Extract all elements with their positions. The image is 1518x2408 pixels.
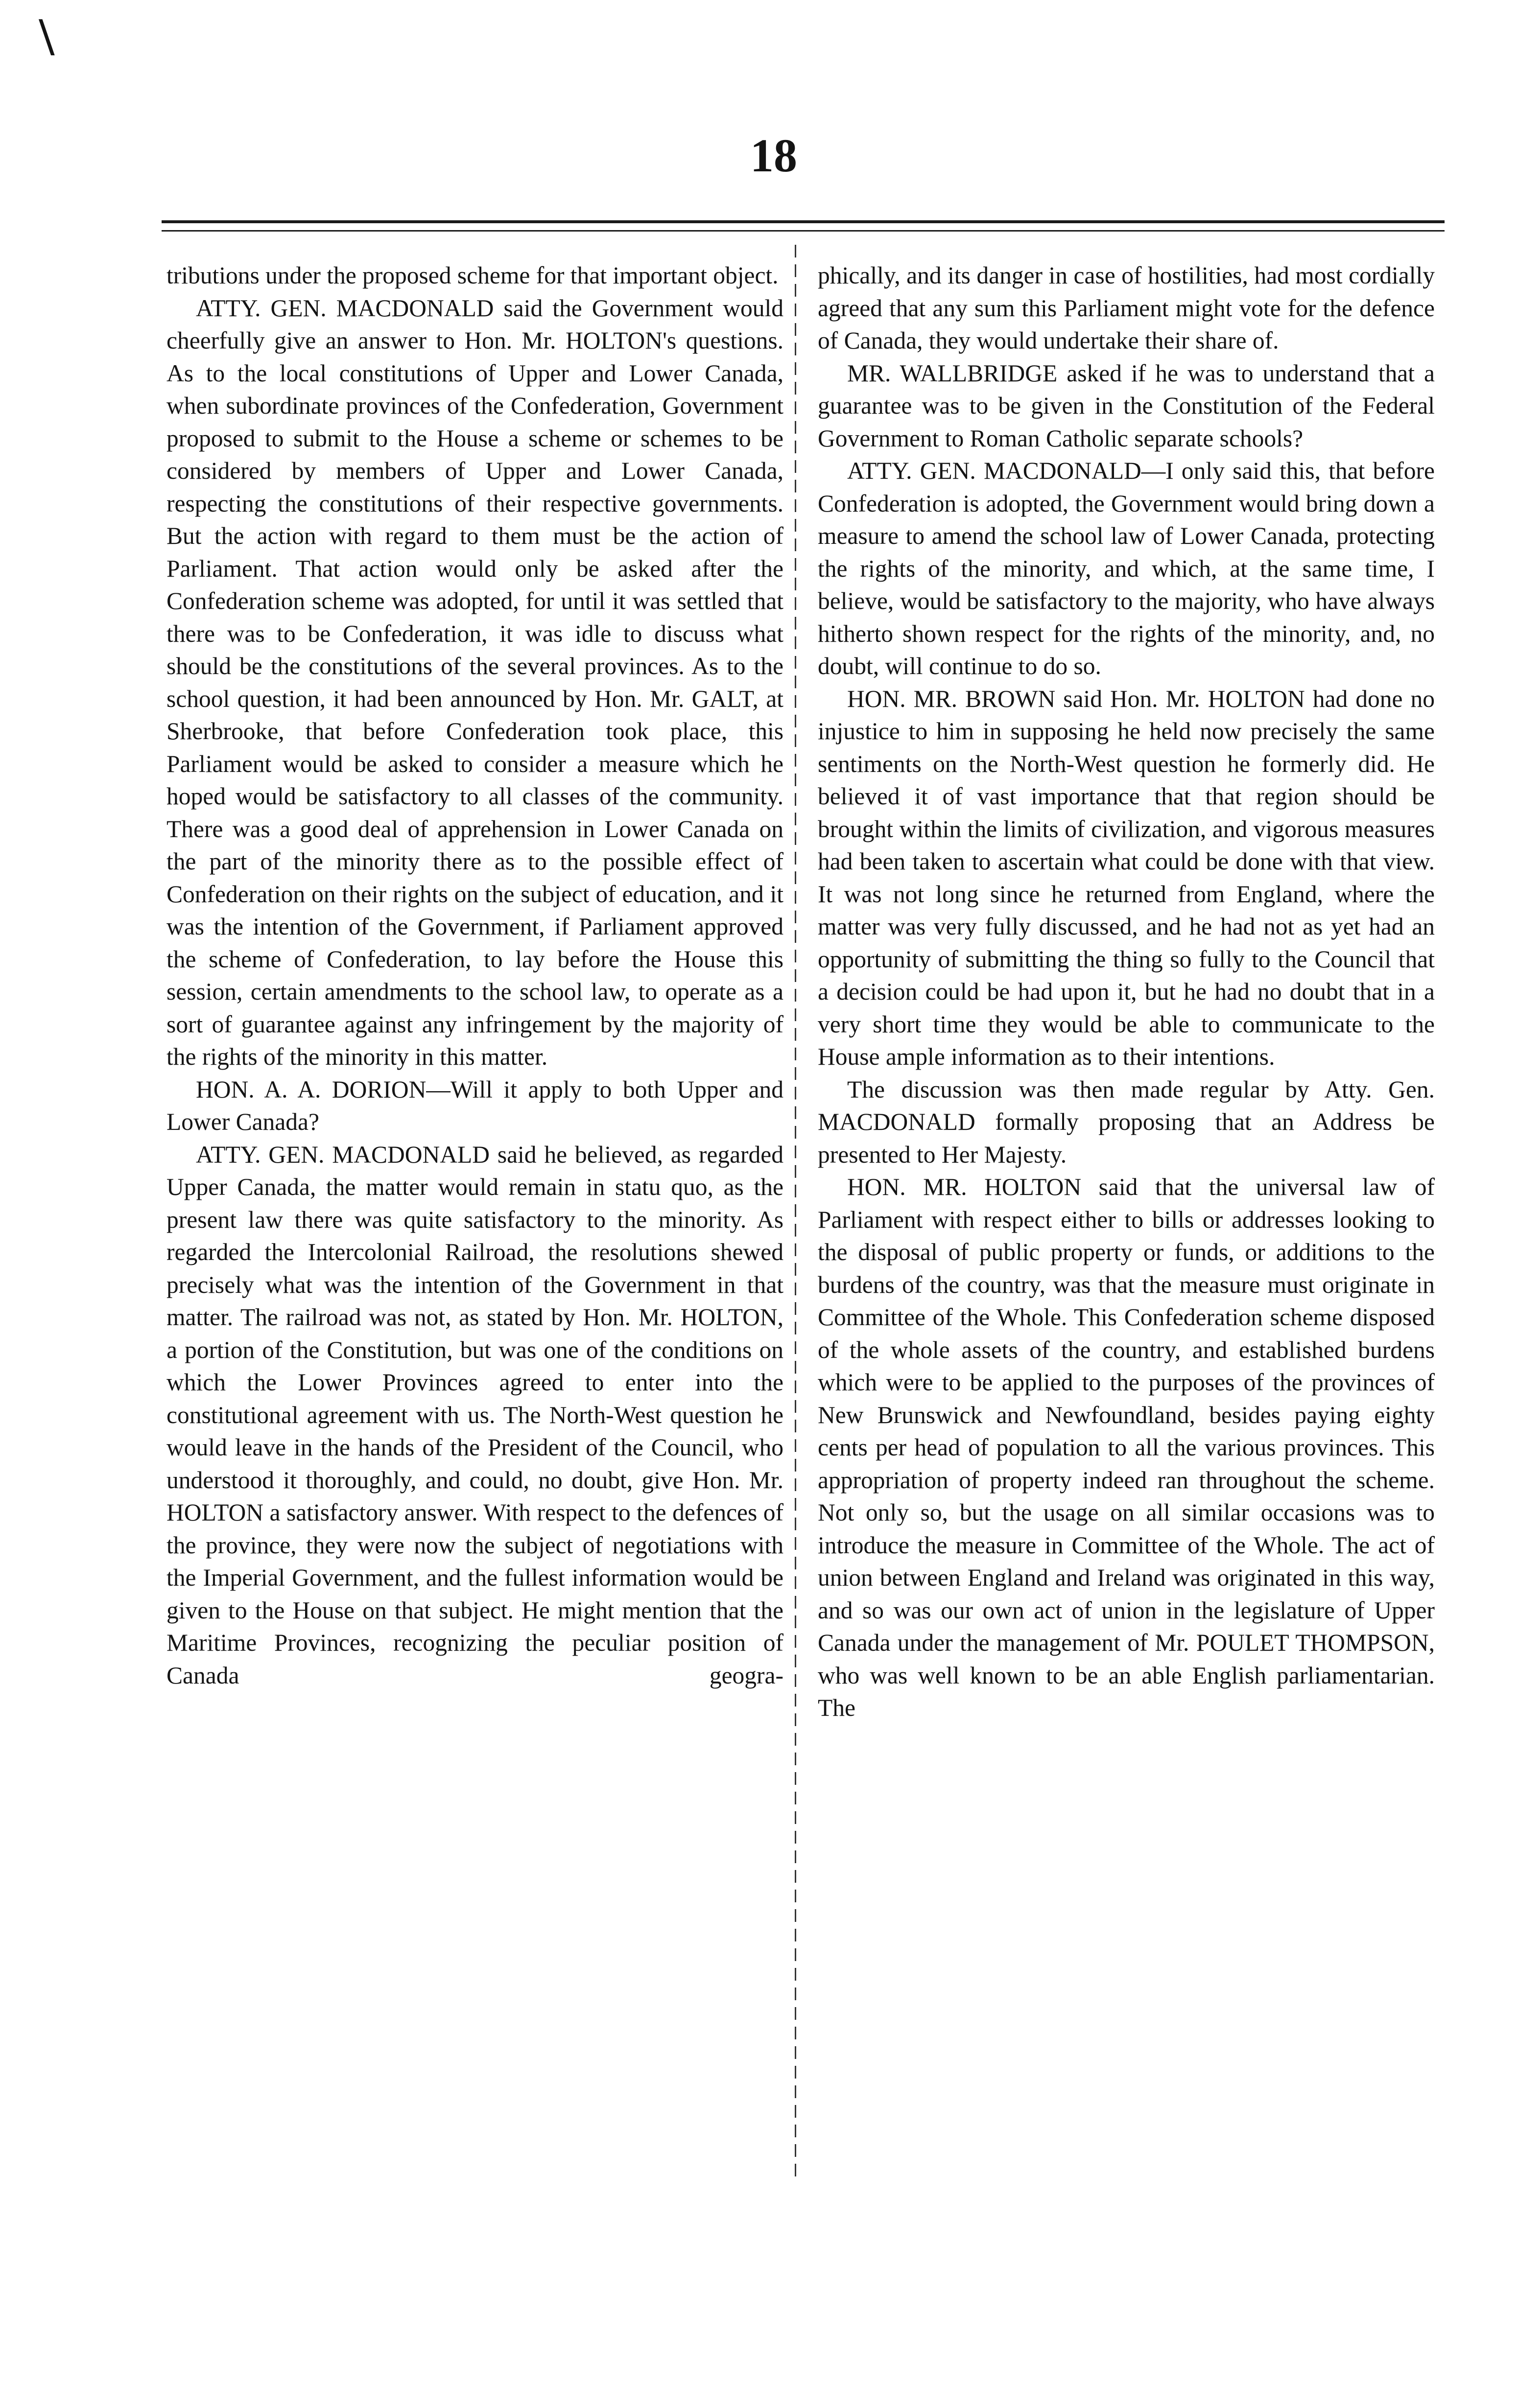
left-column bbox=[166, 259, 783, 2198]
paragraph: tributions under the proposed scheme for that important object. bbox=[166, 262, 779, 289]
header-rule-thin bbox=[162, 230, 1445, 232]
paragraph: HON. MR. HOLTON said that the universal law of Parliament with respect either to bills or addresses looking to the disposal of public property or funds, or additions to the burdens of the country, was that the measure must originate in Committee of the Whole. This Confederation scheme disposed of the whole assets of the country, and established burdens which were to be applied to the purposes of the provinces of New Brunswick and Newfoundland, besides paying eighty cents per head of population to all the various provinces. This appropriation of property indeed ran throughout the scheme. Not only so, but the usage on all similar occasions was to introduce the measure in Committee of the Whole. The act of union between England and Ireland was originated in this way, and so was our own act of union in the legislature of Upper Canada under the management of Mr. POULET THOMPSON, who was well known to be an able English parliamentarian. The bbox=[818, 1173, 1435, 1721]
column-divider bbox=[795, 245, 796, 2183]
paragraph: HON. MR. BROWN said Hon. Mr. HOLTON had done no injustice to him in supposing he held now precisely the same sentiments on the North-West question he formerly did. He believed it of vast importance that that region should be brought within the limits of civilization, and vigorous measures had been taken to ascertain what could be done with that view. It was not long since he returned from England, where the matter was very fully discussed, and he had not as yet had an opportunity of submitting the thing so fully to the Council that a decision could be had upon it, but he had no doubt that in a very short time they would be able to communicate to the House ample information as to their intentions. bbox=[818, 685, 1435, 1070]
paragraph: ATTY. GEN. MACDONALD—I only said this, that before Confederation is adopted, the Government would bring down a measure to amend the school law of Lower Canada, protecting the rights of the minority, and which, at the same time, I believe, would be satisfactory to the majority, who have always hitherto shown respect for the rights of the minority, and, no doubt, will continue to do so. bbox=[818, 457, 1435, 679]
paragraph: The discussion was then made regular by Atty. Gen. MACDONALD formally proposing that an Address be presented to Her Majesty. bbox=[818, 1075, 1435, 1168]
paragraph: ATTY. GEN. MACDONALD said he believed, as regarded Upper Canada, the matter would remain in statu quo, as the present law there was quite satisfactory to the minority. As regarded the Intercolonial Railroad, the resolutions shewed precisely what was the intention of the Government in that matter. The railroad was not, as stated by Hon. Mr. HOLTON, a portion of the Constitution, but was one of the conditions on which the Lower Provinces agreed to enter into the constitutional agreement with us. The North-West question he would leave in the hands of the President of the Council, who understood it thoroughly, and could, no doubt, give Hon. Mr. HOLTON a satisfactory answer. With respect to the defences of the province, they were now the subject of negotiations with the Imperial Government, and the fullest information would be given to the House on that subject. He might mention that the Maritime Provinces, recognizing the peculiar position of Canada geogra- bbox=[166, 1141, 783, 1689]
paragraph: HON. A. A. DORION—Will it apply to both Upper and Lower Canada? bbox=[166, 1075, 783, 1135]
paragraph: MR. WALLBRIDGE asked if he was to understand that a guarantee was to be given in the Constitution of the Federal Government to Roman Catholic separate schools? bbox=[818, 359, 1435, 452]
page-number: 18 bbox=[750, 129, 797, 182]
corner-mark: \ bbox=[39, 7, 54, 67]
header-rule bbox=[162, 220, 1445, 223]
paragraph: phically, and its danger in case of hostilities, had most cordially agreed that any sum this Parliament might vote for the defence of Canada, they would undertake their share of. bbox=[818, 262, 1435, 354]
paragraph: ATTY. GEN. MACDONALD said the Government would cheerfully give an answer to Hon. Mr. HOLTON's questions. As to the local constitutions of Upper and Lower Canada, when subordinate provinces of the Confederation, Government proposed to submit to the House a scheme or schemes to be considered by members of Upper and Lower Canada, respecting the constitutions of their respective governments. But the action with regard to them must be the action of Parliament. That action would only be asked after the Confederation scheme was adopted, for until it was settled that there was to be Confederation, it was idle to discuss what should be the constitutions of the several provinces. As to the school question, it had been announced by Hon. Mr. GALT, at Sherbrooke, that before Confederation took place, this Parliament would be asked to consider a measure which he hoped would be satisfactory to all classes of the community. There was a good deal of apprehension in Lower Canada on the part of the minority there as to the possible effect of Confederation on their rights on the subject of education, and it was the intention of the Government, if Parliament approved the scheme of Confederation, to lay before the House this session, certain amendments to the school law, to operate as a sort of guarantee against any infringement by the majority of the rights of the minority in this matter. bbox=[166, 294, 783, 1070]
right-column bbox=[818, 259, 1435, 2198]
